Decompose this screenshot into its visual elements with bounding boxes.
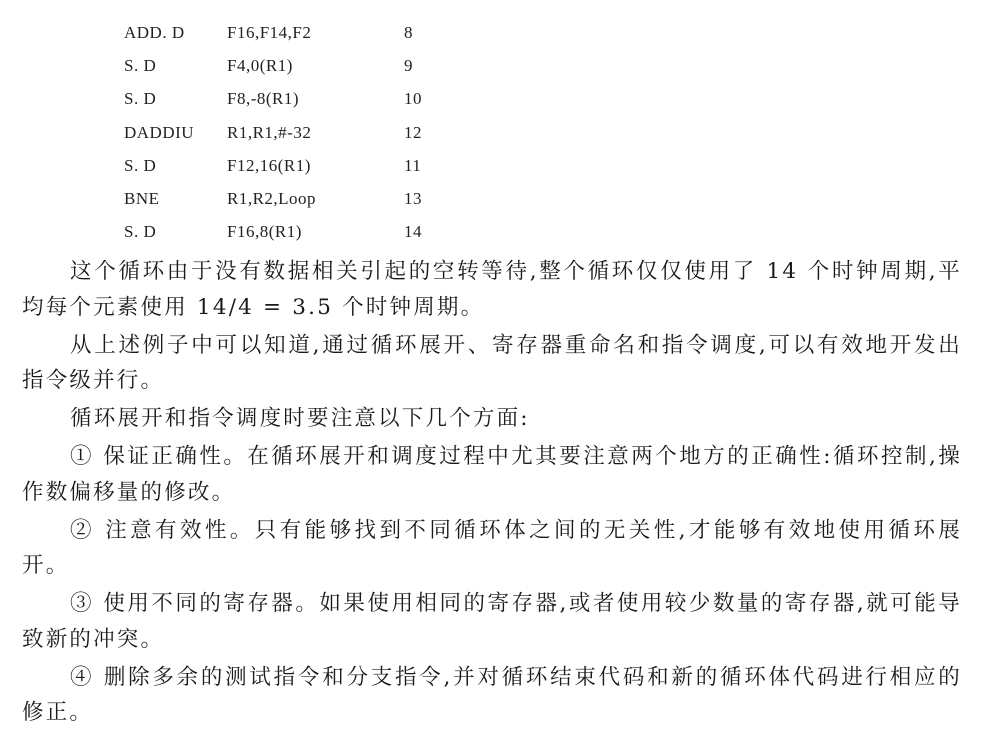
paragraph-summary: 这个循环由于没有数据相关引起的空转等待,整个循环仅仅使用了 14 个时钟周期,平均每个元素使用 14/4 = 3.5 个时钟周期。	[22, 259, 962, 320]
clock-cycle: 10	[404, 89, 422, 109]
clock-cycle: 8	[404, 23, 413, 42]
list-item-correctness: ① 保证正确性。在循环展开和调度过程中尤其要注意两个地方的正确性:循环控制,操作数偏移量的修改。	[22, 444, 962, 505]
opcode: BNE	[124, 188, 160, 208]
opcode: DADDIU	[124, 122, 195, 142]
paragraph-conclusion: 从上述例子中可以知道,通过循环展开、寄存器重命名和指令调度,可以有效地开发出指令级并行。	[22, 332, 962, 393]
body-text	[22, 254, 962, 733]
code-listing	[124, 19, 544, 251]
list-item-remove-tests: ④ 删除多余的测试指令和分支指令,并对循环结束代码和新的循环体代码进行相应的修正。	[22, 664, 962, 725]
code-line	[124, 85, 544, 118]
code-line	[124, 52, 544, 85]
clock-cycle: 13	[404, 188, 422, 208]
code-line	[124, 152, 544, 185]
operands: F16,F14,F2	[227, 23, 312, 42]
opcode: S. D	[124, 222, 157, 242]
code-line	[124, 119, 544, 152]
paragraph-aspects-intro: 循环展开和指令调度时要注意以下几个方面:	[70, 406, 530, 431]
operands: R1,R1,#-32	[227, 122, 312, 142]
opcode: S. D	[124, 56, 157, 76]
code-line	[124, 185, 544, 218]
clock-cycle: 9	[404, 56, 413, 76]
clock-cycle: 11	[404, 155, 422, 175]
opcode: ADD. D	[124, 23, 185, 42]
operands: F4,0(R1)	[227, 56, 293, 76]
code-line	[124, 218, 544, 251]
operands: F12,16(R1)	[227, 155, 311, 175]
clock-cycle: 12	[404, 122, 422, 142]
operands: F8,-8(R1)	[227, 89, 300, 109]
list-item-effectiveness: ② 注意有效性。只有能够找到不同循环体之间的无关性,才能够有效地使用循环展开。	[22, 517, 962, 578]
operands: F16,8(R1)	[227, 222, 302, 242]
list-item-registers: ③ 使用不同的寄存器。如果使用相同的寄存器,或者使用较少数量的寄存器,就可能导致新的冲突。	[22, 591, 962, 652]
opcode: S. D	[124, 89, 157, 109]
code-line	[124, 19, 544, 52]
clock-cycle: 14	[404, 222, 422, 242]
opcode: S. D	[124, 155, 157, 175]
operands: R1,R2,Loop	[227, 188, 317, 208]
